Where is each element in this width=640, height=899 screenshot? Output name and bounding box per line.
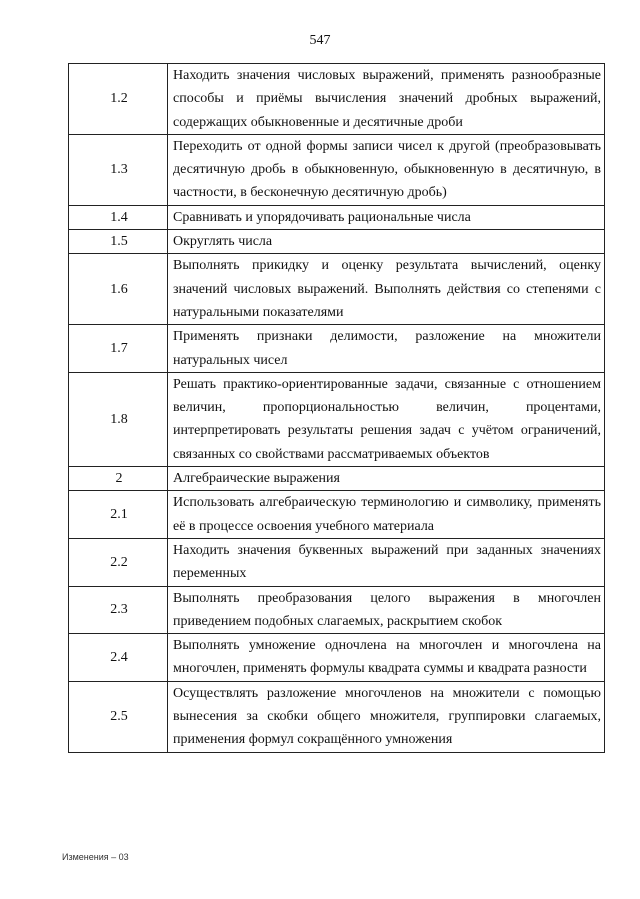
row-number: 2.2: [69, 538, 168, 586]
table-row: [69, 372, 605, 466]
table-row: [69, 491, 605, 539]
table-row: [69, 64, 605, 135]
row-text: Сравнивать и упорядочивать рациональные числа: [168, 205, 605, 229]
row-text: Выполнять прикидку и оценку результата вычислений, оценку значений числовых выражений. Выполнять действия со степенями с натуральными показателями: [168, 254, 605, 325]
row-number: 1.3: [69, 134, 168, 205]
table-row: [69, 230, 605, 254]
row-text: Применять признаки делимости, разложение на множители натуральных чисел: [168, 325, 605, 373]
table-row: [69, 325, 605, 373]
table-row: [69, 134, 605, 205]
row-text: Использовать алгебраическую терминологию и символику, применять её в процессе освоения учебного материала: [168, 491, 605, 539]
row-text: Решать практико-ориентированные задачи, связанные с отношением величин, пропорциональностью величин, процентами, интерпретировать результаты решения задач с учётом ограничений, связанных со свойствами рассматриваемых объектов: [168, 372, 605, 466]
row-number: 2: [69, 467, 168, 491]
section-heading: Алгебраические выражения: [168, 467, 605, 491]
row-text: Переходить от одной формы записи чисел к другой (преобразовывать десятичную дробь в обыкновенную, обыкновенную в десятичную, в частности, в бесконечную десятичную дробь): [168, 134, 605, 205]
row-number: 2.1: [69, 491, 168, 539]
row-number: 1.8: [69, 372, 168, 466]
row-text: Выполнять преобразования целого выражения в многочлен приведением подобных слагаемых, раскрытием скобок: [168, 586, 605, 634]
row-number: 2.3: [69, 586, 168, 634]
requirements-table: [68, 63, 605, 753]
row-text: Округлять числа: [168, 230, 605, 254]
table-row: [69, 538, 605, 586]
row-text: Выполнять умножение одночлена на многочлен и многочлена на многочлен, применять формулы квадрата суммы и квадрата разности: [168, 634, 605, 682]
table-row: [69, 634, 605, 682]
row-number: 1.2: [69, 64, 168, 135]
page-number: 547: [309, 33, 331, 48]
row-number: 1.4: [69, 205, 168, 229]
row-text: Находить значения числовых выражений, применять разнообразные способы и приёмы вычисления значений дробных выражений, содержащих обыкновенные и десятичные дроби: [168, 64, 605, 135]
table-row: [69, 681, 605, 752]
row-number: 1.5: [69, 230, 168, 254]
row-text: Находить значения буквенных выражений при заданных значениях переменных: [168, 538, 605, 586]
row-number: 1.6: [69, 254, 168, 325]
footer-note: Изменения – 03: [62, 852, 129, 862]
table-row: [69, 586, 605, 634]
row-text: Осуществлять разложение многочленов на множители с помощью вынесения за скобки общего множителя, группировки слагаемых, применения формул сокращённого умножения: [168, 681, 605, 752]
table-row: [69, 205, 605, 229]
table-row: [69, 254, 605, 325]
row-number: 1.7: [69, 325, 168, 373]
row-number: 2.4: [69, 634, 168, 682]
row-number: 2.5: [69, 681, 168, 752]
table-row: [69, 467, 605, 491]
